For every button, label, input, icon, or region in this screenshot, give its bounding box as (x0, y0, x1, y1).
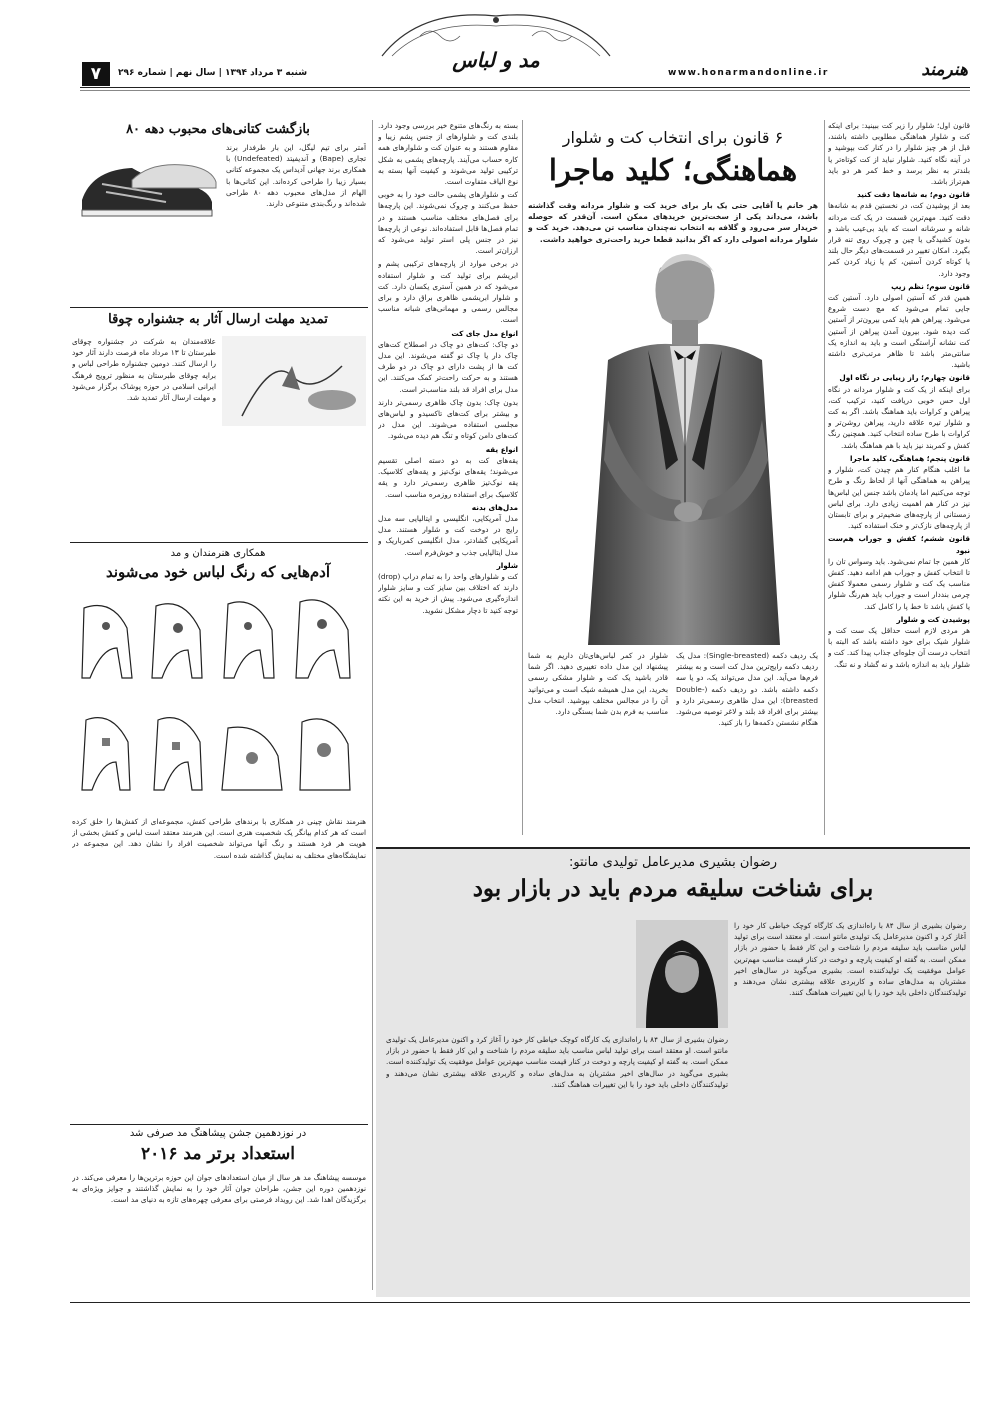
shoe-gallery-2 (72, 698, 366, 808)
interview-kicker: رضوان بشیری مدیرعامل تولیدی مانتو: (568, 855, 778, 870)
issue-info: شنبه ۳ مرداد ۱۳۹۴ | سال نهم | شماره ۲۹۶ (118, 68, 308, 78)
shoe-gallery (72, 588, 366, 698)
news-4-title: استعداد برتر مد ۲۰۱۶ (140, 1144, 296, 1164)
main-col-2: بسته به رنگ‌های متنوع خیر بررسی وجود دارد. بلندی کت و شلوارهای از جنس پشم زیبا و مقاوم هستند و به عنوان کت و شلوارهای همه کاره حساب می‌آیند. پارچه‌های پشمی به شکل ترکیبی تولید می‌شوند و کیفیت آنها بسته به نوع الیاف متفاوت است. کت و شلوارهای پشمی حالت خود را به خوبی حفظ می‌کنند و چروک نمی‌شوند. این پارچه‌ها برای فصل‌های مختلف مناسب هستند و در تمام فصل‌ها قابل استفاده‌اند. نوعی از پارچه‌ها نیز در جنس پلی استر تولید می‌شود که ارزان‌تر است. در برخی موارد از پارچه‌های ترکیبی پشم و ابریشم برای تولید کت و شلوار استفاده می‌شود که در همین آستری یکسان دارد. کت و شلوار ابریشمی ظاهری براق دارد و برای مجالس رسمی و مهمانی‌های شبانه مناسب است. انواع مدل جای کت دو چاک: کت‌های دو چاک در اصطلاح کت‌های چاک دار یا چاک تو گفته می‌شوند. این مدل کت ها از پشت دارای دو چاک در دو طرف هستند و به حرکت راحت‌تر کمک می‌کنند. این مدل برای افراد قد بلند مناسب‌تر است. بدون چاک: بدون چاک ظاهری رسمی‌تر دارند و بیشتر برای کت‌های تاکسیدو و لباس‌های مجلسی استفاده می‌شوند. این مدل در کت‌های دامن کوتاه و تنگ هم دیده می‌شود. انواع یقه یقه‌های کت به دو دسته اصلی تقسیم می‌شوند؛ یقه‌های نوک‌تیز و یقه‌های کلاسیک. یقه نوک‌تیز ظاهری رسمی‌تر دارد و یقه کلاسیک برای استفاده روزمره مناسب است. مدل‌های بدنه مدل آمریکایی، انگلیسی و ایتالیایی سه مدل رایج در دوخت کت و شلوار هستند. مدل آمریکایی گشادتر، مدل انگلیسی کمرباریک و مدل ایتالیایی جذب و خوش‌فرم است. شلوار کت و شلوارهای واحد را به تمام دراپ (drop) دارند که اختلاف بین سایز کت و سایز شلوار اندازه‌گیری می‌شود. پیش از خرید به این نکته توجه کنید تا دچار مشکل نشوید. (378, 121, 518, 615)
footer-rule (70, 1302, 970, 1303)
sketch-photo (222, 336, 366, 426)
sneakers-photo (72, 140, 222, 225)
section-title: مد و لباس (452, 48, 540, 72)
interview-headline: برای شناخت سلیقه مردم باید در بازار بود (472, 875, 874, 902)
news-3-kicker: همکاری هنرمندان و مد (170, 548, 266, 559)
ornament-frame-icon (380, 6, 612, 84)
interview-body-1: رضوان بشیری از سال ۸۴ با راه‌اندازی یک کارگاه کوچک خیاطی کار خود را آغاز کرد و اکنون مدیرعامل یک تولیدی مانتو است. او معتقد است برای تولید لباس مناسب باید سلیقه مردم را شناخت و این کار فقط با حضور در بازار ممکن است. به گفته او کیفیت پارچه و دوخت در کنار قیمت مناسب مهم‌ترین عوامل موفقیت یک تولیدکننده است. بشیری می‌گوید در سال‌های اخیر مشتریان به مدل‌های ساده و کاربردی علاقه بیشتری نشان می‌دهند و تولیدکنندگان داخلی باید خود را با این تغییرات هماهنگ کنند. (734, 921, 966, 998)
main-col-1: قانون اول؛ شلوار را زیر کت ببینید: برای اینکه کت و شلوار هماهنگی مطلوبی داشته باشند، قبل از هر چیز شلوار را در کنار کت بپوشید و در آینه نگاه کنید. شلوار نباید از کت کوتاه‌تر یا بلندتر به نظر برسد و خط کمر هر دو باید هم‌تراز باشد. قانون دوم؛ به شانه‌ها دقت کنید بعد از پوشیدن کت، در نخستین قدم به شانه‌ها دقت کنید. مهم‌ترین قسمت در یک کت مردانه شانه و سرشانه است که باید بی‌عیب باشد و بدون کشیدگی یا چین و چروک روی تنه قرار بگیرد. امکان تغییر در قسمت‌های دیگر حال بلند یا کوتاه کردن آستین، کم یا زیاد کردن کمر وجود دارد. قانون سوم؛ نظم زیپ همین قدر که آستین اصولی دارد. آستین کت جایی تمام می‌شود که مچ دست شروع می‌شود. پیراهن هم باید کمی بیرون‌تر از آستین کت دیده شود. بیرون آمدن پیراهن از آستین کت نشانه آراستگی است و باید به اندازه یک سانتی‌متر باشد تا ظاهر مرتب‌تری داشته باشید. قانون چهارم؛ راز زیبایی در نگاه اول برای اینکه از یک کت و شلوار مردانه در نگاه اول حس خوبی دریافت کنید، ترکیب کت، پیراهن و کراوات باید هماهنگ باشد. اگر به کت و شلوار تیره علاقه دارید، پیراهن روشن‌تر و کراوات با طرح ساده انتخاب کنید. همچنین رنگ کفش و کمربند نیز باید با هم هماهنگ باشد. قانون پنجم؛ هماهنگی، کلید ماجرا ما اغلب هنگام کنار هم چیدن کت، شلوار و پیراهن به هماهنگی آنها از لحاظ رنگ و طرح توجه می‌کنیم اما یادمان باشد جنس این لباس‌ها نیز در کنار هم اهمیت زیادی دارد. برای لباس زمستانی از پارچه‌های ضخیم‌تر و برای تابستان از پارچه‌های نازک‌تر و خنک استفاده کنید. قانون ششم؛ کفش و جوراب هم‌ست نبود کار همین جا تمام نمی‌شود. باید وسواس تان را تا انتخاب کفش و جوراب هم ادامه دهید. کفش مناسب یک کت و شلوار رسمی معمولا کفش چرمی بنددار است و جوراب باید هم‌رنگ شلوار یا کفش باشد تا خط پا را کامل کند. پوشیدن کت و شلوار هر مردی لازم است حداقل یک ست کت و شلوار شیک برای خود داشته باشد که البته با انتخاب درست آن جلوه‌ای جذاب پیدا کند. کت و شلوار باید به اندازه باشد و نه گشاد و نه تنگ. (828, 121, 970, 669)
main-lead: هر خانم یا آقایی حتی یک بار برای خرید کت و شلوار مردانه وقت گذاشته باشد، می‌داند یکی از سخت‌ترین خریدهای ممکن است. آن‌قدر که حوصله خریدار سر می‌رود و گلافه به انتخاب نه‌چندان مناسب تن می‌دهد. خرید کت و شلوار مردانه اصولی دارد که اگر بدانید قطعا خرید راحت‌تری خواهید داشت. (528, 201, 818, 244)
interviewee-portrait (636, 920, 728, 1028)
suit-model-photo (548, 250, 818, 645)
masthead-ornament (380, 6, 612, 84)
news-1-body: آمتر برای تیم لیگل، این بار طرفدار برند تجاری (Bape) و آندیفیتد (Undefeated) با همکاری برند جهانی آدیداس یک مجموعه کتانی بسیار زیبا را طراحی کرده‌اند. این کتانی‌ها با الهام از مدل‌های محبوب دهه ۸۰ طراحی شده‌اند و رنگ‌بندی متنوعی دارند. (226, 143, 366, 209)
header-rule (80, 87, 970, 88)
news-4-kicker: در نوزدهمین جشن پیشاهنگ مد صرفی شد (129, 1128, 307, 1139)
main-kicker: ۶ قانون برای انتخاب کت و شلوار (562, 128, 784, 147)
news-4-body: موسسه پیشاهنگ مد هر سال از میان استعدادهای جوان این حوزه برترین‌ها را معرفی می‌کند. در نوزدهمین دوره این جشن، طراحان جوان آثار خود را به نمایش گذاشتند و جوایز ویژه‌ای به برگزیدگان اهدا شد. این رویداد فرصتی برای معرفی چهره‌های تازه به دنیای مد است. (72, 1173, 366, 1205)
news-2-title: تمدید مهلت ارسال آثار به جشنواره چوقا (108, 312, 328, 327)
page-number: ۷ (82, 62, 110, 86)
news-3-body: هنرمند نقاش چینی در همکاری با برندهای طراحی کفش، مجموعه‌ای از کفش‌ها را خلق کرده است که هر کدام بیانگر یک شخصیت هنری است. این هنرمند معتقد است لباس و کفش بخشی از هویت هر فرد هستند و رنگ آنها می‌تواند شخصیت افراد را نشان دهد. این مجموعه در نمایشگاه‌های مختلف به نمایش گذاشته شده است. (72, 817, 366, 860)
main-col-bottom-2: یک ردیف دکمه (Single-breasted): مدل یک ردیف دکمه رایج‌ترین مدل کت است و به بیشتر فرم‌ها می‌آید. این مدل می‌تواند یک، دو یا سه دکمه داشته باشد. دو ردیف دکمه (Double-breasted): این مدل ظاهری رسمی‌تر دارد و بیشتر برای افراد قد بلند و لاغر توصیه می‌شود. هنگام نشستن دکمه‌ها را باز کنید. (676, 651, 818, 728)
main-headline: هماهنگی؛ کلید ماجرا (548, 153, 798, 187)
news-2-body: علاقه‌مندان به شرکت در جشنواره چوقای طبرستان تا ۱۳ مرداد ماه فرصت دارند آثار خود را ارسال کنند. دومین جشنواره طراحی لباس و برایه چوقای طبرستان به منظور ترویج فرهنگ ایرانی اسلامی در حوزه پوشاک برگزار می‌شود و مهلت ارسال آثار تمدید شد. (72, 337, 216, 403)
news-3-title: آدم‌هایی که رنگ لباس خود می‌شوند (105, 563, 330, 581)
news-1-title: بازگشت کتانی‌های محبوب دهه ۸۰ (126, 122, 310, 137)
interview-body-2: رضوان بشیری از سال ۸۴ با راه‌اندازی یک کارگاه کوچک خیاطی کار خود را آغاز کرد و اکنون مدیرعامل یک تولیدی مانتو است. او معتقد است برای تولید لباس مناسب باید سلیقه مردم را شناخت و این کار فقط با حضور در بازار ممکن است. به گفته او کیفیت پارچه و دوخت در کنار قیمت مناسب مهم‌ترین عوامل موفقیت یک تولیدکننده است. بشیری می‌گوید در سال‌های اخیر مشتریان به مدل‌های ساده و کاربردی علاقه بیشتری نشان می‌دهند و تولیدکنندگان داخلی باید خود را با این تغییرات هماهنگ کنند. (386, 1035, 728, 1089)
main-col-bottom-1: شلوار در کمر لباس‌های‌تان داریم به شما پیشنهاد این مدل داده تغییری دهید. اگر شما قادر باشید یک کت و شلوار مشکی رسمی بخرید، این مدل همیشه شیک است و می‌توانید آن را در مجالس مختلف بپوشید. انتخاب مدل مناسب به فرم بدن شما بستگی دارد. (528, 651, 668, 717)
paper-logo: هنرمند (921, 60, 968, 80)
site-url[interactable]: www.honarmandonline.ir (668, 68, 829, 78)
